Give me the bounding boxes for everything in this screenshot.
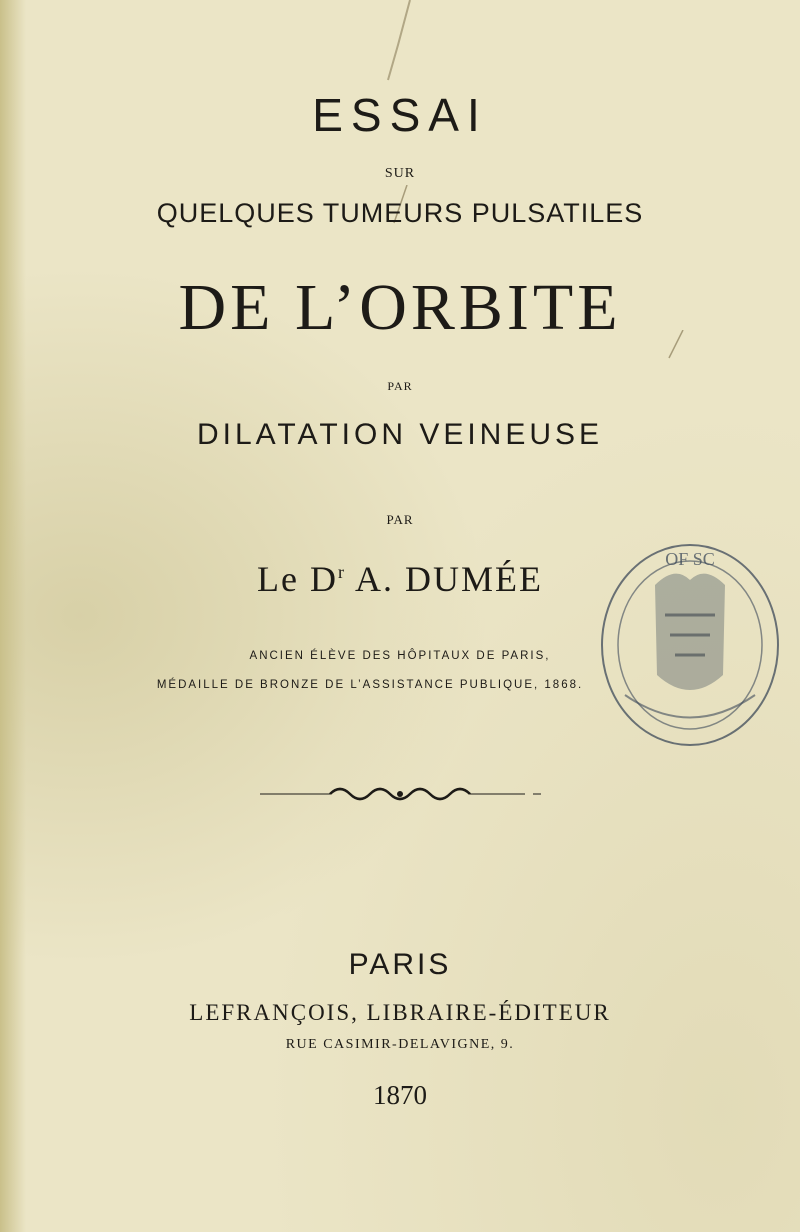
author-name: A. DUMÉE: [355, 559, 543, 599]
author-par: PAR: [386, 512, 414, 527]
author-prefix-sup: r: [337, 562, 346, 582]
title-essai: ESSAI: [312, 89, 488, 141]
imprint-city: PARIS: [348, 948, 452, 981]
stamp-text: OF SC: [665, 549, 715, 569]
title-sur: SUR: [384, 166, 416, 181]
author-prefix: Le D: [257, 559, 338, 599]
title-quelques: QUELQUES TUMEURS PULSATILES: [156, 198, 644, 228]
title-orbite: DE L’ORBITE: [178, 271, 622, 344]
title-dilatation: DILATATION VEINEUSE: [196, 418, 604, 451]
author-credential-2: MÉDAILLE DE BRONZE DE L’ASSISTANCE PUBLIQUE, 1868.: [156, 679, 584, 691]
library-seal-stamp-icon: [595, 525, 785, 755]
imprint-address: RUE CASIMIR-DELAVIGNE, 9.: [285, 1037, 515, 1052]
imprint-year: 1870: [373, 1080, 427, 1110]
title-par: PAR: [387, 379, 413, 393]
pencil-mark-icon: [380, 0, 420, 85]
imprint-publisher: LEFRANÇOIS, LIBRAIRE-ÉDITEUR: [189, 1000, 611, 1025]
author-credential-1: ANCIEN ÉLÈVE DES HÔPITAUX DE PARIS,: [249, 650, 551, 662]
ornamental-rule-icon: [250, 782, 550, 802]
